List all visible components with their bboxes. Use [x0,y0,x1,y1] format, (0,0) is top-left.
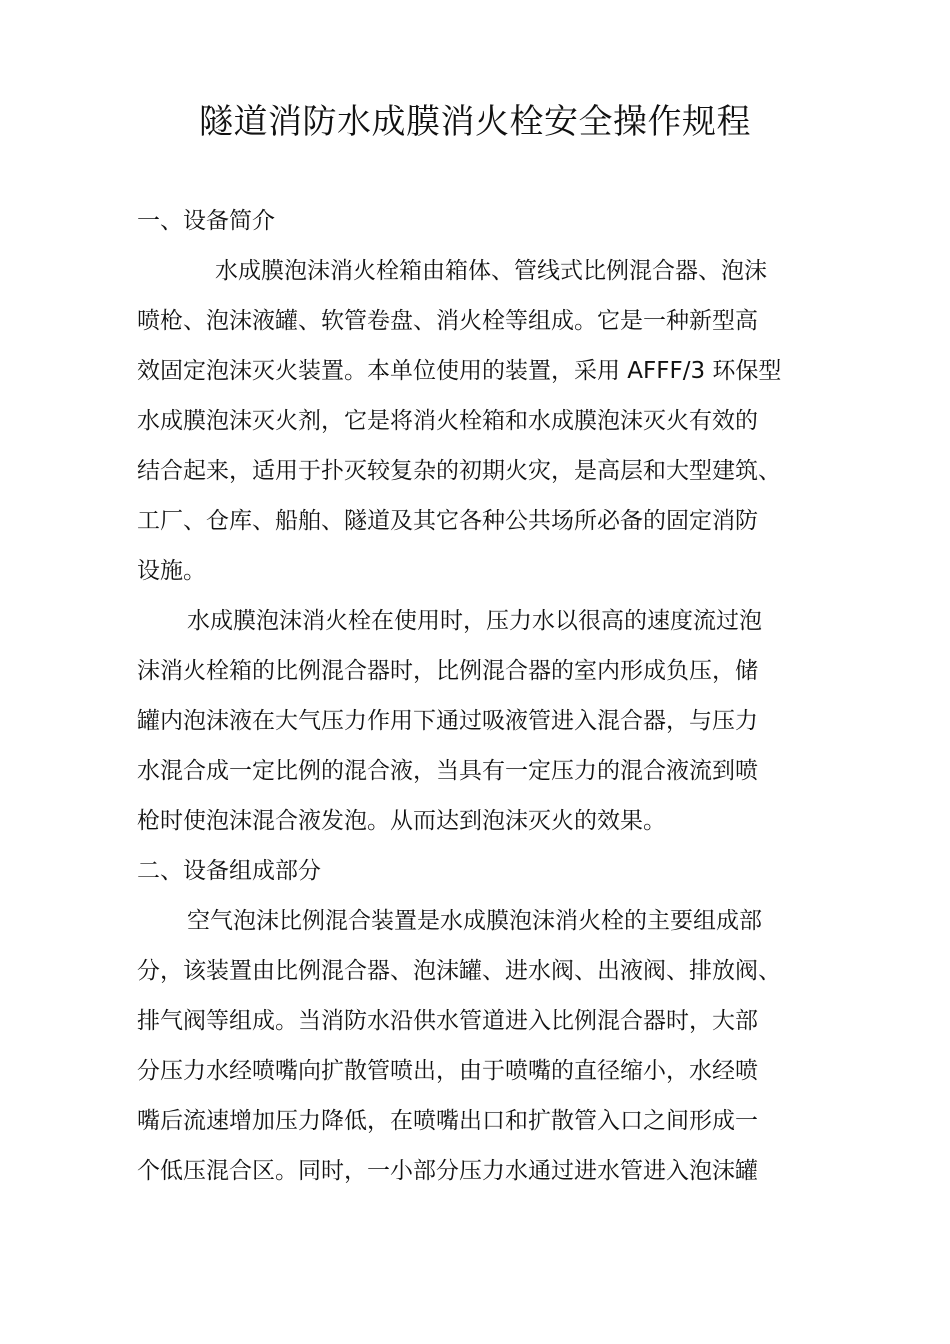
paragraph-line: 水混合成一定比例的混合液，当具有一定压力的混合液流到喷 [137,758,758,784]
section-heading-equipment-components: 二、设备组成部分 [137,858,321,884]
section-heading-equipment-intro: 一、设备简介 [137,208,275,234]
paragraph-line: 沫消火栓箱的比例混合器时，比例混合器的室内形成负压，储 [137,658,758,684]
paragraph-line: 枪时使泡沫混合液发泡。从而达到泡沫灭火的效果。 [137,808,666,834]
paragraph-line: 排气阀等组成。当消防水沿供水管道进入比例混合器时，大部 [137,1008,758,1034]
paragraph-line: 分，该装置由比例混合器、泡沫罐、进水阀、出液阀、排放阀、 [137,958,781,984]
paragraph-line: 水成膜泡沫消火栓在使用时，压力水以很高的速度流过泡 [187,608,762,634]
paragraph-line: 喷枪、泡沫液罐、软管卷盘、消火栓等组成。它是一种新型高 [137,308,758,334]
paragraph-line: 分压力水经喷嘴向扩散管喷出，由于喷嘴的直径缩小，水经喷 [137,1058,758,1084]
paragraph-line: 个低压混合区。同时，一小部分压力水通过进水管进入泡沫罐 [137,1158,758,1184]
paragraph-line: 水成膜泡沫消火栓箱由箱体、管线式比例混合器、泡沫 [215,258,767,284]
paragraph-line: 空气泡沫比例混合装置是水成膜泡沫消火栓的主要组成部 [187,908,762,934]
paragraph-line: 设施。 [137,558,206,584]
paragraph-line: 水成膜泡沫灭火剂，它是将消火栓箱和水成膜泡沫灭火有效的 [137,408,758,434]
paragraph-line: 罐内泡沫液在大气压力作用下通过吸液管进入混合器，与压力 [137,708,758,734]
paragraph-line: 结合起来，适用于扑灭较复杂的初期火灾，是高层和大型建筑、 [137,458,781,484]
paragraph-line: 效固定泡沫灭火装置。本单位使用的装置，采用 AFFF/3 环保型 [137,358,782,384]
paragraph-line: 工厂、仓库、船舶、隧道及其它各种公共场所必备的固定消防 [137,508,758,534]
document-title: 隧道消防水成膜消火栓安全操作规程 [199,102,751,142]
paragraph-line: 嘴后流速增加压力降低，在喷嘴出口和扩散管入口之间形成一 [137,1108,758,1134]
